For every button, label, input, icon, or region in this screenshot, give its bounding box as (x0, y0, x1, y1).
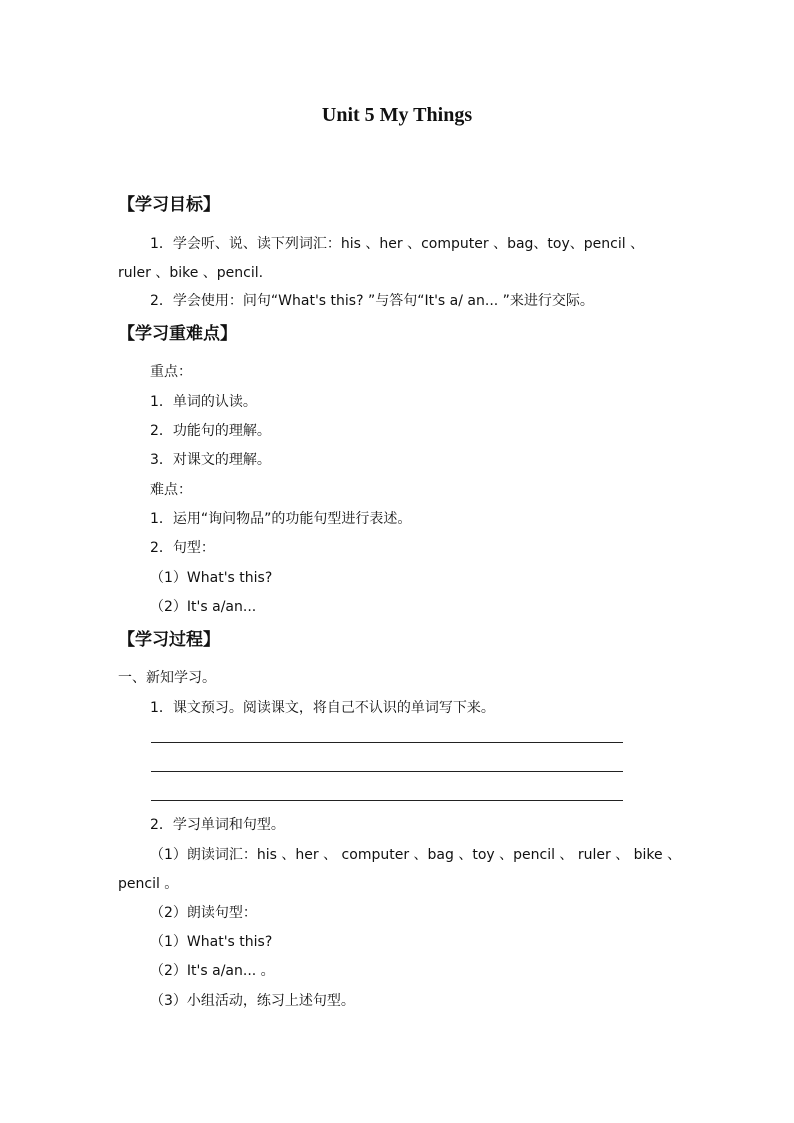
goal-item-2: 2．学会使用：问句“What's this? ”与答句“It's a/ an... ”来进行交际。 (150, 293, 594, 309)
process-step-1: 1．课文预习。阅读课文，将自己不认识的单词写下来。 (150, 700, 495, 716)
goal-item-1-line-1: 1．学会听、说、读下列词汇：his 、her 、computer 、bag、toy、pencil 、 (150, 236, 645, 252)
read-words-line-1: （1）朗读词汇：his 、her 、 computer 、bag 、toy 、pencil 、 ruler 、 bike 、 (150, 847, 682, 863)
answer-line-2[interactable] (151, 771, 623, 772)
difficult-item-4: （2）It's a/an... (150, 599, 257, 615)
heading-key-points: 【学习重难点】 (118, 324, 237, 344)
process-step-2: 2．学习单词和句型。 (150, 817, 285, 833)
key-label: 重点： (150, 364, 192, 380)
key-item-3: 3．对课文的理解。 (150, 452, 271, 468)
read-words-line-2: pencil 。 (118, 876, 179, 892)
key-item-2: 2．功能句的理解。 (150, 423, 271, 439)
process-part-1: 一、新知学习。 (118, 670, 216, 686)
difficult-item-3: （1）What's this? (150, 570, 273, 586)
group-activity: （3）小组活动，练习上述句型。 (150, 993, 355, 1009)
difficult-item-1: 1．运用“询问物品”的功能句型进行表述。 (150, 511, 412, 527)
heading-learning-goals: 【学习目标】 (118, 195, 220, 215)
sentence-1: （1）What's this? (150, 934, 273, 950)
page-title: Unit 5 My Things (321, 104, 473, 126)
difficult-label: 难点： (150, 482, 192, 498)
difficult-item-2: 2．句型： (150, 540, 215, 556)
key-item-1: 1．单词的认读。 (150, 394, 257, 410)
answer-line-1[interactable] (151, 742, 623, 743)
goal-item-1-line-2: ruler 、bike 、pencil. (118, 265, 264, 281)
heading-learning-process: 【学习过程】 (118, 630, 220, 650)
sentence-2: （2）It's a/an... 。 (150, 963, 275, 979)
read-sentences-label: （2）朗读句型： (150, 905, 257, 921)
answer-line-3[interactable] (151, 800, 623, 801)
